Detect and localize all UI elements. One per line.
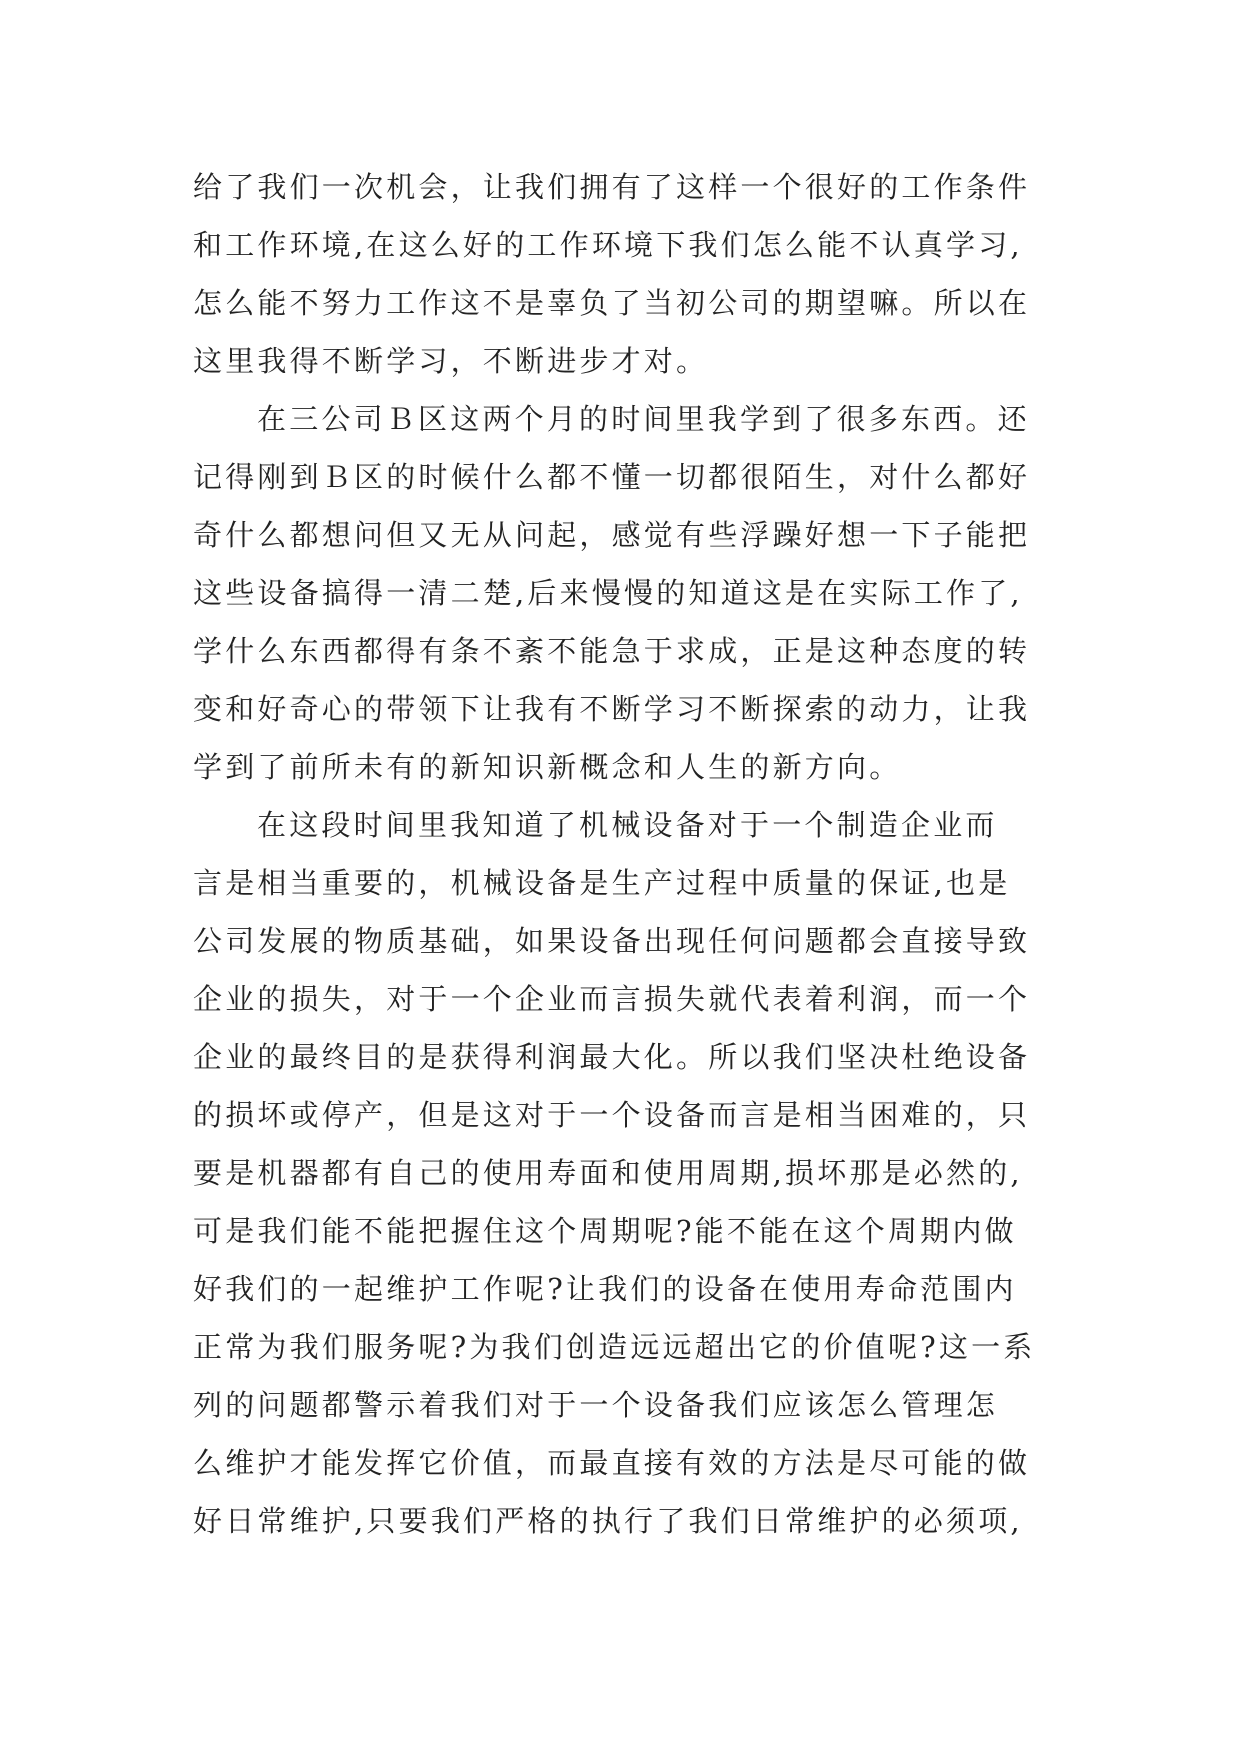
paragraph-first-line: 在这段时间里我知道了机械设备对于一个制造企业而: [257, 808, 998, 842]
text-line: 给了我们一次机会，让我们拥有了这样一个很好的工作条件: [193, 170, 1031, 204]
text-line: 这里我得不断学习，不断进步才对。: [193, 344, 709, 378]
text-line: 企业的损失，对于一个企业而言损失就代表着利润，而一个: [193, 982, 1031, 1016]
text-line: 正常为我们服务呢?为我们创造远远超出它的价值呢?这一系: [193, 1330, 1036, 1364]
paragraph-first-line: 在三公司Ｂ区这两个月的时间里我学到了很多东西。还: [257, 402, 1030, 436]
text-line: 可是我们能不能把握住这个周期呢?能不能在这个周期内做: [193, 1214, 1017, 1248]
text-line: 奇什么都想问但又无从问起，感觉有些浮躁好想一下子能把: [193, 518, 1031, 552]
text-line: 言是相当重要的，机械设备是生产过程中质量的保证,也是: [193, 866, 1011, 900]
text-line: 要是机器都有自己的使用寿面和使用周期,损坏那是必然的,: [193, 1156, 1023, 1190]
text-line: 好我们的一起维护工作呢?让我们的设备在使用寿命范围内: [193, 1272, 1017, 1306]
text-line: 么维护才能发挥它价值，而最直接有效的方法是尽可能的做: [193, 1446, 1031, 1480]
text-line: 学到了前所未有的新知识新概念和人生的新方向。: [193, 750, 902, 784]
text-line: 的损坏或停产，但是这对于一个设备而言是相当困难的，只: [193, 1098, 1031, 1132]
text-line: 好日常维护,只要我们严格的执行了我们日常维护的必须项,: [193, 1504, 1023, 1538]
text-line: 企业的最终目的是获得利润最大化。所以我们坚决杜绝设备: [193, 1040, 1031, 1074]
text-line: 公司发展的物质基础，如果设备出现任何问题都会直接导致: [193, 924, 1031, 958]
text-line: 这些设备搞得一清二楚,后来慢慢的知道这是在实际工作了,: [193, 576, 1023, 610]
text-line: 和工作环境,在这么好的工作环境下我们怎么能不认真学习,: [193, 228, 1023, 262]
text-line: 学什么东西都得有条不紊不能急于求成，正是这种态度的转: [193, 634, 1031, 668]
text-line: 怎么能不努力工作这不是辜负了当初公司的期望嘛。所以在: [193, 286, 1031, 320]
text-line: 列的问题都警示着我们对于一个设备我们应该怎么管理怎: [193, 1388, 999, 1422]
text-line: 记得刚到Ｂ区的时候什么都不懂一切都很陌生，对什么都好: [193, 460, 1031, 494]
text-line: 变和好奇心的带领下让我有不断学习不断探索的动力，让我: [193, 692, 1031, 726]
